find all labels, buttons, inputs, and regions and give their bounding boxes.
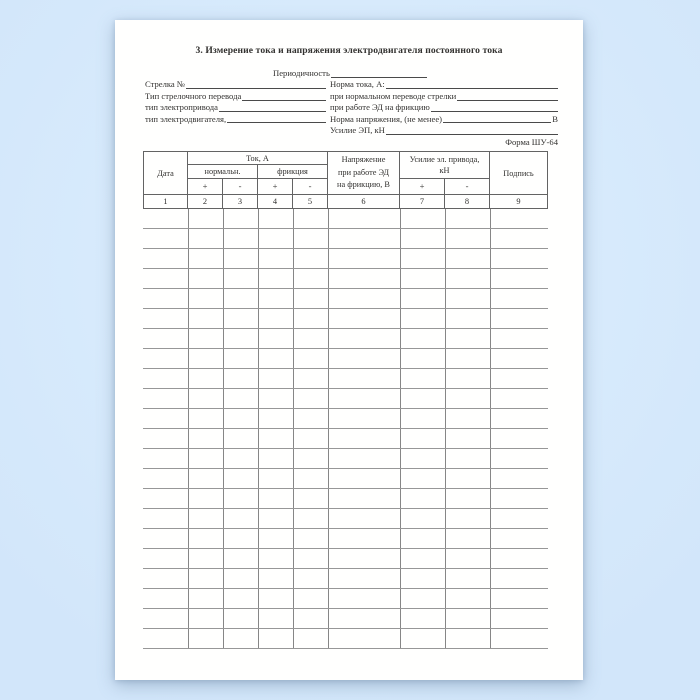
empty-cell [293,309,328,328]
empty-cell [258,309,293,328]
empty-cell [188,569,223,588]
empty-cell [188,349,223,368]
column-number: 1 [144,195,188,208]
empty-cell [490,389,548,408]
empty-cell [258,609,293,628]
voltage-header-line: при работе ЭД [337,167,390,177]
table-row [143,589,548,609]
empty-cell [445,409,490,428]
empty-cell [328,429,400,448]
empty-cell [188,609,223,628]
column-number: 8 [445,195,490,208]
fill-line [386,88,558,89]
field-label: Периодичность [273,67,330,78]
document-title: 3. Измерение тока и напряжения электродвигателя постоянного тока [195,45,503,56]
table-row [143,429,548,449]
empty-cell [188,429,223,448]
empty-cell [328,589,400,608]
empty-cell [445,389,490,408]
empty-cell [143,329,188,348]
empty-cell [400,529,445,548]
empty-cell [445,489,490,508]
empty-cell [258,589,293,608]
empty-cell [400,429,445,448]
empty-cell [445,209,490,228]
empty-cell [143,609,188,628]
empty-cell [223,449,258,468]
empty-cell [400,489,445,508]
signature-column-header: Подпись [490,152,547,195]
column-number: 4 [258,195,293,208]
empty-cell [223,289,258,308]
empty-cell [223,229,258,248]
empty-cell [293,249,328,268]
empty-cell [223,349,258,368]
empty-cell [400,629,445,648]
minus-sign-header: - [223,179,258,195]
empty-cell [223,489,258,508]
empty-cell [400,509,445,528]
empty-cell [143,509,188,528]
empty-cell [293,449,328,468]
empty-cell [188,209,223,228]
empty-cell [293,389,328,408]
empty-cell [143,389,188,408]
empty-cell [490,209,548,228]
empty-cell [143,449,188,468]
empty-cell [293,489,328,508]
plus-sign-header: + [400,179,445,195]
empty-cell [490,569,548,588]
empty-cell [445,449,490,468]
empty-cell [143,309,188,328]
empty-cell [258,409,293,428]
empty-cell [328,329,400,348]
empty-cell [445,309,490,328]
force-header-line: Усилие эл. привода, [409,154,480,164]
table-row [143,209,548,229]
empty-cell [143,569,188,588]
empty-cell [188,589,223,608]
table-row [143,529,548,549]
empty-cell [445,569,490,588]
empty-cell [490,289,548,308]
empty-cell [490,589,548,608]
empty-cell [223,249,258,268]
empty-cell [258,269,293,288]
empty-cell [490,509,548,528]
fill-line [443,122,551,123]
table-row [143,569,548,589]
empty-cell [328,369,400,388]
empty-cell [223,549,258,568]
field-row [145,102,558,113]
empty-cell [400,229,445,248]
empty-cell [143,529,188,548]
table-row [143,389,548,409]
empty-cell [188,469,223,488]
column-number: 2 [188,195,223,208]
empty-cell [400,409,445,428]
empty-cell [490,309,548,328]
column-number: 3 [223,195,258,208]
empty-cell [143,549,188,568]
empty-cell [293,549,328,568]
empty-cell [400,549,445,568]
field-label: Норма напряжения, (не менее) [330,113,443,124]
field-label: тип электродвигателя, [145,113,227,124]
empty-cell [293,349,328,368]
empty-cell [293,329,328,348]
empty-cell [258,569,293,588]
empty-cell [223,329,258,348]
date-column-header: Дата [144,152,188,195]
field-label: Усилие ЭП, кН [330,124,385,135]
force-header-line: кН [439,166,450,175]
voltage-column-header [328,152,400,195]
empty-cell [328,529,400,548]
empty-cell [400,589,445,608]
field-row-periodicity [273,68,427,79]
empty-cell [188,549,223,568]
empty-cell [258,289,293,308]
fill-line [331,77,427,78]
empty-cell [445,629,490,648]
empty-cell [490,629,548,648]
empty-cell [258,629,293,648]
empty-cell [490,529,548,548]
table-row [143,469,548,489]
empty-cell [328,469,400,488]
empty-cell [490,489,548,508]
empty-cell [258,429,293,448]
empty-cell [490,369,548,388]
empty-cell [258,369,293,388]
empty-cell [188,369,223,388]
table-header [143,151,548,209]
empty-cell [328,409,400,428]
empty-cell [490,469,548,488]
empty-cell [258,449,293,468]
measurement-table [143,151,548,649]
normal-subheader: нормальн. [188,165,258,179]
empty-cell [188,509,223,528]
empty-cell [293,529,328,548]
field-label: Норма тока, А: [330,79,385,90]
empty-cell [490,429,548,448]
form-page [115,20,583,680]
empty-cell [445,229,490,248]
table-body [143,209,548,649]
empty-cell [258,469,293,488]
empty-cell [445,609,490,628]
empty-cell [258,349,293,368]
empty-cell [258,229,293,248]
empty-cell [293,509,328,528]
table-row [143,509,548,529]
empty-cell [490,229,548,248]
empty-cell [143,269,188,288]
empty-cell [328,549,400,568]
empty-cell [293,429,328,448]
field-label: тип электропривода [145,102,218,113]
empty-cell [400,569,445,588]
empty-cell [223,629,258,648]
empty-cell [445,549,490,568]
empty-cell [223,529,258,548]
empty-cell [445,269,490,288]
column-number: 7 [400,195,445,208]
fill-line [219,111,326,112]
empty-cell [293,269,328,288]
fill-line [386,134,558,135]
empty-cell [400,269,445,288]
empty-cell [223,209,258,228]
column-number: 9 [516,197,521,206]
empty-cell [445,349,490,368]
empty-cell [223,389,258,408]
empty-cell [400,209,445,228]
field-row [145,79,558,90]
empty-cell [445,429,490,448]
field-label: при нормальном переводе стрелки [330,90,457,101]
empty-cell [328,389,400,408]
empty-cell [143,629,188,648]
empty-cell [490,329,548,348]
empty-cell [143,349,188,368]
field-label: Стрелка № [145,79,186,90]
empty-cell [223,509,258,528]
plus-sign-header: + [188,179,223,195]
empty-cell [188,409,223,428]
empty-cell [188,449,223,468]
minus-sign-header: - [445,179,490,195]
empty-cell [445,509,490,528]
fill-line [431,111,558,112]
empty-cell [293,409,328,428]
header-fields [145,68,558,149]
empty-cell [188,289,223,308]
empty-cell [258,509,293,528]
empty-cell [328,349,400,368]
empty-cell [223,369,258,388]
empty-cell [223,469,258,488]
empty-cell [188,629,223,648]
column-number: 6 [328,195,400,208]
field-label: Тип стрелочного перевода [145,90,242,101]
empty-cell [293,569,328,588]
empty-cell [400,609,445,628]
table-row [143,329,548,349]
empty-cell [445,329,490,348]
empty-cell [143,249,188,268]
empty-cell [223,409,258,428]
empty-cell [445,529,490,548]
table-row [143,229,548,249]
minus-sign-header: - [293,179,328,195]
fill-line [186,88,326,89]
friction-subheader: фрикция [258,165,328,179]
table-row [143,309,548,329]
empty-cell [258,209,293,228]
empty-cell [223,269,258,288]
empty-cell [328,269,400,288]
empty-cell [328,449,400,468]
empty-cell [490,449,548,468]
empty-cell [328,569,400,588]
empty-cell [400,249,445,268]
fill-line [457,100,558,101]
field-unit-label: В [552,113,558,124]
empty-cell [490,609,548,628]
table-row [143,489,548,509]
empty-cell [258,529,293,548]
field-row [145,91,558,102]
empty-cell [188,489,223,508]
empty-cell [258,549,293,568]
column-number: 5 [293,195,328,208]
empty-cell [188,269,223,288]
empty-cell [223,569,258,588]
field-row [145,125,558,136]
empty-cell [293,209,328,228]
empty-cell [445,469,490,488]
empty-cell [328,629,400,648]
empty-cell [143,409,188,428]
empty-cell [400,329,445,348]
empty-cell [143,489,188,508]
empty-cell [258,329,293,348]
empty-cell [188,389,223,408]
table-row [143,449,548,469]
empty-cell [445,369,490,388]
empty-cell [188,309,223,328]
table-row [143,609,548,629]
empty-cell [400,389,445,408]
empty-cell [188,249,223,268]
voltage-header-line: на фрикцию, В [337,180,390,190]
table-row [143,289,548,309]
table-row [143,549,548,569]
plus-sign-header: + [258,179,293,195]
empty-cell [490,249,548,268]
empty-cell [328,289,400,308]
empty-cell [258,249,293,268]
form-code-label: Форма ШУ-64 [505,137,558,148]
empty-cell [293,289,328,308]
empty-cell [143,589,188,608]
empty-cell [328,609,400,628]
empty-cell [490,409,548,428]
empty-cell [188,529,223,548]
current-group-header: Ток, А [188,152,328,165]
field-label: при работе ЭД на фрикцию [330,102,430,113]
table-row [143,269,548,289]
empty-cell [328,309,400,328]
empty-cell [143,469,188,488]
table-row [143,409,548,429]
empty-cell [188,229,223,248]
empty-cell [328,489,400,508]
empty-cell [400,369,445,388]
empty-cell [143,369,188,388]
empty-cell [223,609,258,628]
table-row [143,629,548,649]
fill-line [242,100,326,101]
empty-cell [293,589,328,608]
empty-cell [490,269,548,288]
empty-cell [143,429,188,448]
empty-cell [293,469,328,488]
empty-cell [445,589,490,608]
empty-cell [258,489,293,508]
empty-cell [223,429,258,448]
empty-cell [143,229,188,248]
empty-cell [293,629,328,648]
empty-cell [445,289,490,308]
empty-cell [328,229,400,248]
empty-cell [328,509,400,528]
empty-cell [445,249,490,268]
field-row [145,114,558,125]
table-row [143,369,548,389]
empty-cell [400,469,445,488]
empty-cell [258,389,293,408]
table-row [143,249,548,269]
empty-cell [293,229,328,248]
fill-line [227,122,326,123]
empty-cell [400,289,445,308]
force-group-header [400,152,490,179]
empty-cell [400,349,445,368]
empty-cell [490,349,548,368]
empty-cell [143,209,188,228]
empty-cell [328,249,400,268]
empty-cell [400,449,445,468]
empty-cell [188,329,223,348]
empty-cell [223,589,258,608]
empty-cell [293,609,328,628]
empty-cell [490,549,548,568]
empty-cell [293,369,328,388]
empty-cell [143,289,188,308]
empty-cell [400,309,445,328]
empty-cell [223,309,258,328]
empty-cell [328,209,400,228]
voltage-header-line: Напряжение [341,155,386,165]
table-row [143,349,548,369]
